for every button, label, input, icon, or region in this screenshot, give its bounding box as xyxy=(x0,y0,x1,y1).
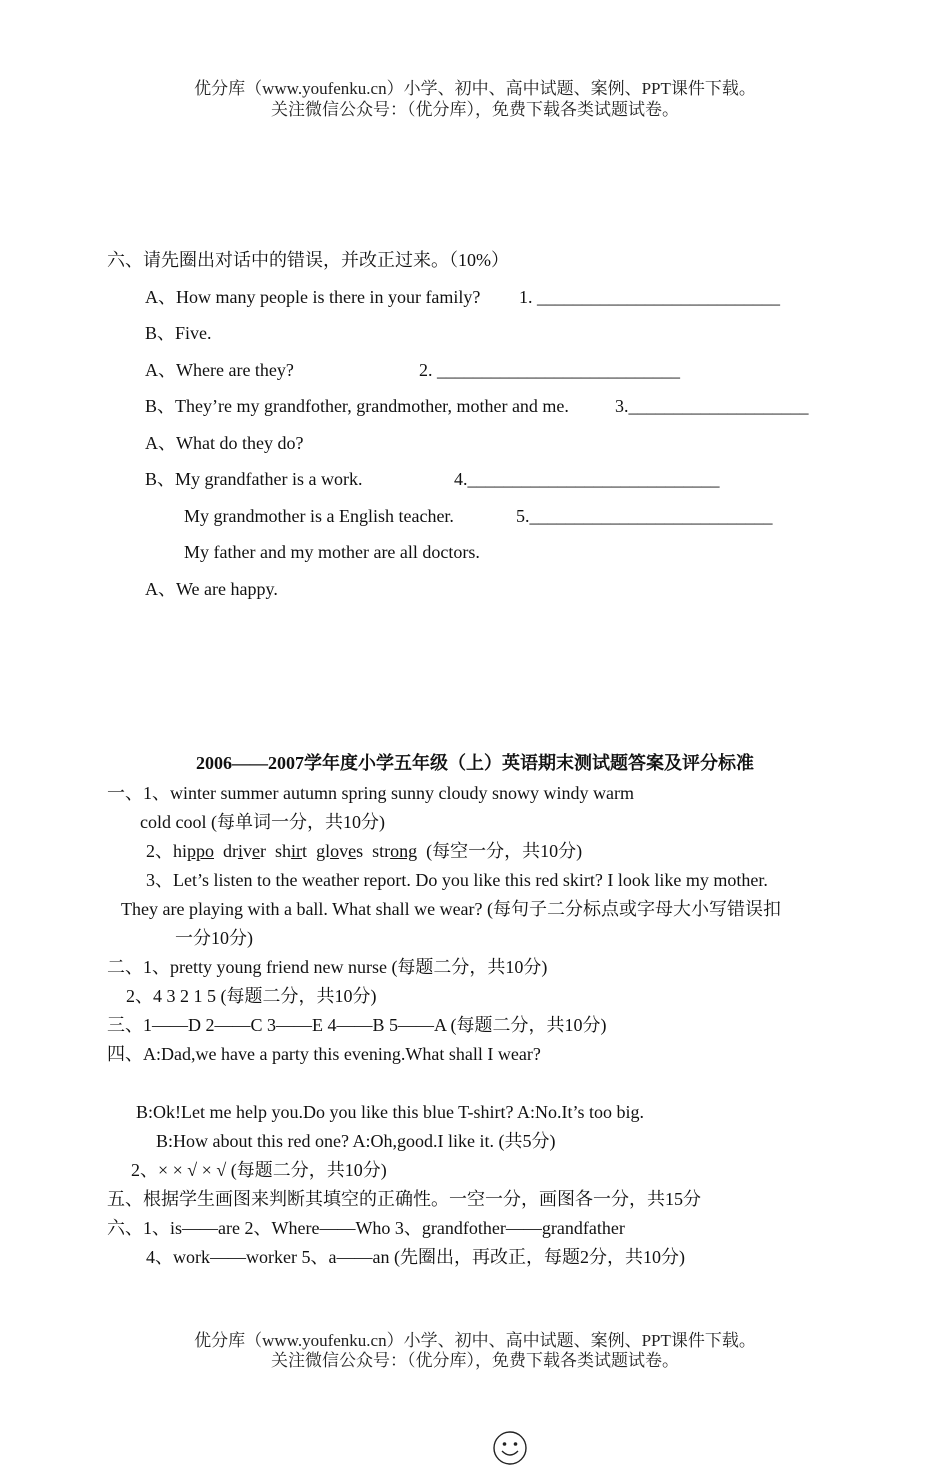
dialog-line-2: B、Five. xyxy=(145,323,212,343)
answer-2-1: 二、1、pretty young friend new nurse (每题二分，共10分) xyxy=(107,957,548,977)
answer-blank-5: 5.___________________________ xyxy=(516,506,773,526)
dialog-line-9: A、We are happy. xyxy=(145,579,278,599)
answer-2-2: 2、4 3 2 1 5 (每题二分，共10分) xyxy=(126,986,377,1006)
smiley-icon xyxy=(492,1430,528,1466)
dialog-line-3: A、Where are they? xyxy=(145,360,294,380)
word-gloves: gloves xyxy=(316,841,364,861)
answer-blank-1: 1. ___________________________ xyxy=(519,287,780,307)
footer-line-2: 关注微信公众号：（优分库），免费下载各类试题试卷。 xyxy=(271,1351,679,1370)
answer-4-1: 四、A:Dad,we have a party this evening.What shall I wear? xyxy=(107,1044,541,1064)
answer-6-1: 六、1、is——are 2、Where——Who 3、grandfother——grandfather xyxy=(107,1218,625,1238)
answer-1-1: 一、1、winter summer autumn spring sunny cloudy snowy windy warm xyxy=(107,783,634,803)
footer-line-1: 优分库（www.youfenku.cn）小学、初中、高中试题、案例、PPT课件下载。 xyxy=(194,1331,756,1350)
answer-1-3-cont: They are playing with a ball. What shall we wear? (每句子二分标点或字母大小写错误扣 xyxy=(121,899,782,919)
dialog-line-7: My grandmother is a English teacher. xyxy=(184,506,454,526)
word-shirt: shirt xyxy=(275,841,308,861)
answer-1-3-score: 一分10分) xyxy=(175,928,253,948)
answer-blank-2: 2. ___________________________ xyxy=(419,360,680,380)
answer-4-3: B:How about this red one? A:Oh,good.I like it. (共5分) xyxy=(156,1131,556,1151)
word-strong: strong xyxy=(372,841,418,861)
answer-blank-4: 4.____________________________ xyxy=(454,469,720,489)
answer-1-2-prefix: 2、 xyxy=(146,841,173,861)
answers-title: 2006——2007学年度小学五年级（上）英语期末测试题答案及评分标准 xyxy=(196,753,754,773)
answer-1-3: 3、Let’s listen to the weather report. Do you like this red skirt? I look like my mother. xyxy=(146,870,768,890)
header-line-1: 优分库（www.youfenku.cn）小学、初中、高中试题、案例、PPT课件下载。 xyxy=(194,79,756,98)
word-driver: driver xyxy=(223,841,267,861)
dialog-line-5: A、What do they do? xyxy=(145,433,304,453)
answer-4-2: B:Ok!Let me help you.Do you like this blue T-shirt? A:No.It’s too big. xyxy=(136,1102,644,1122)
answer-6-2: 4、work——worker 5、a——an (先圈出，再改正，每题2分，共10分) xyxy=(146,1247,685,1267)
answer-4-4: 2、× × √ × √ (每题二分，共10分) xyxy=(131,1160,387,1180)
answer-1-2 xyxy=(146,842,582,860)
word-hippo: hippo xyxy=(173,841,215,861)
answer-5: 五、根据学生画图来判断其填空的正确性。一空一分，画图各一分，共15分 xyxy=(107,1189,701,1209)
dialog-line-8: My father and my mother are all doctors. xyxy=(184,542,480,562)
section6-title: 六、请先圈出对话中的错误，并改正过来。（10%） xyxy=(107,250,509,270)
answer-1-1-cont: cold cool (每单词一分，共10分) xyxy=(140,812,385,832)
answer-blank-3: 3.____________________ xyxy=(615,396,809,416)
answer-3: 三、1——D 2——C 3——E 4——B 5——A (每题二分，共10分) xyxy=(107,1015,607,1035)
dialog-line-1: A、How many people is there in your family? xyxy=(145,287,481,307)
dialog-line-6: B、My grandfather is a work. xyxy=(145,469,363,489)
answer-1-2-score: (每空一分，共10分) xyxy=(426,841,583,861)
header-line-2: 关注微信公众号：（优分库），免费下载各类试题试卷。 xyxy=(271,100,679,119)
dialog-line-4: B、They’re my grandfother, grandmother, mother and me. xyxy=(145,396,569,416)
